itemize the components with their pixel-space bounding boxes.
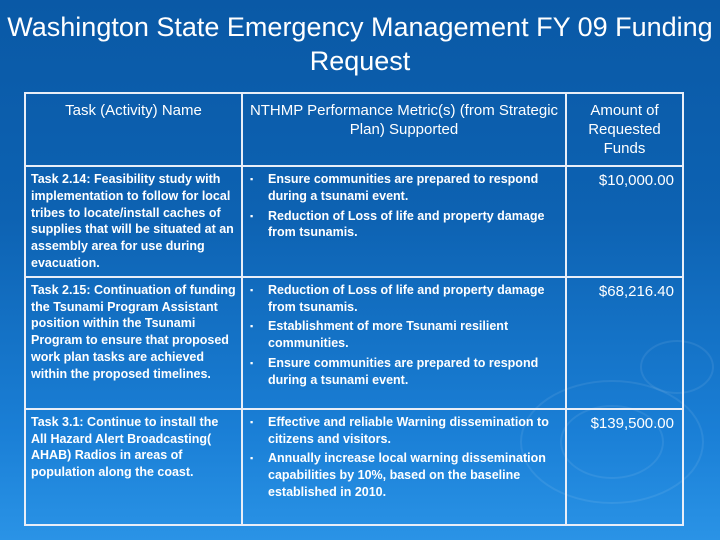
table-row: [25, 409, 683, 525]
amount: $139,500.00: [566, 409, 683, 525]
metrics-cell: [242, 409, 566, 525]
header-task: Task (Activity) Name: [25, 93, 242, 166]
task-name: Task 2.15: Continuation of funding the Tsunami Program Assistant position within the Tsunami Program to ensure that proposed work plan tasks are achieved within the proposed timelines.: [25, 277, 242, 409]
task-name: Task 3.1: Continue to install the All Hazard Alert Broadcasting( AHAB) Radios in areas of population along the coast.: [25, 409, 242, 525]
slide-title: Washington State Emergency Management FY 09 Funding Request: [7, 12, 713, 76]
metric-item: ▪ Effective and reliable Warning dissemination to citizens and visitors.: [248, 414, 560, 448]
amount: $10,000.00: [566, 166, 683, 277]
table-row: [25, 277, 683, 409]
header-metrics: NTHMP Performance Metric(s) (from Strategic Plan) Supported: [242, 93, 566, 166]
metrics-cell: [242, 166, 566, 277]
header-amount: Amount of Requested Funds: [566, 93, 683, 166]
metric-item: ▪ Reduction of Loss of life and property damage from tsunamis.: [248, 282, 560, 316]
table-header-row: [25, 93, 683, 166]
amount: $68,216.40: [566, 277, 683, 409]
task-name: Task 2.14: Feasibility study with implementation to follow for local tribes to locate/install caches of supplies that will be situated at an assembly area for use during evacuation.: [25, 166, 242, 277]
funding-table: [24, 92, 684, 526]
metric-item: ▪ Ensure communities are prepared to respond during a tsunami event.: [248, 171, 560, 205]
metric-item: ▪ Establishment of more Tsunami resilient communities.: [248, 318, 560, 352]
table-row: [25, 166, 683, 277]
metric-item: ▪ Reduction of Loss of life and property damage from tsunamis.: [248, 208, 560, 242]
metric-item: ▪ Ensure communities are prepared to respond during a tsunami event.: [248, 355, 560, 389]
metric-item: ▪ Annually increase local warning dissemination capabilities by 10%, based on the baseline established in 2010.: [248, 450, 560, 500]
metrics-cell: [242, 277, 566, 409]
